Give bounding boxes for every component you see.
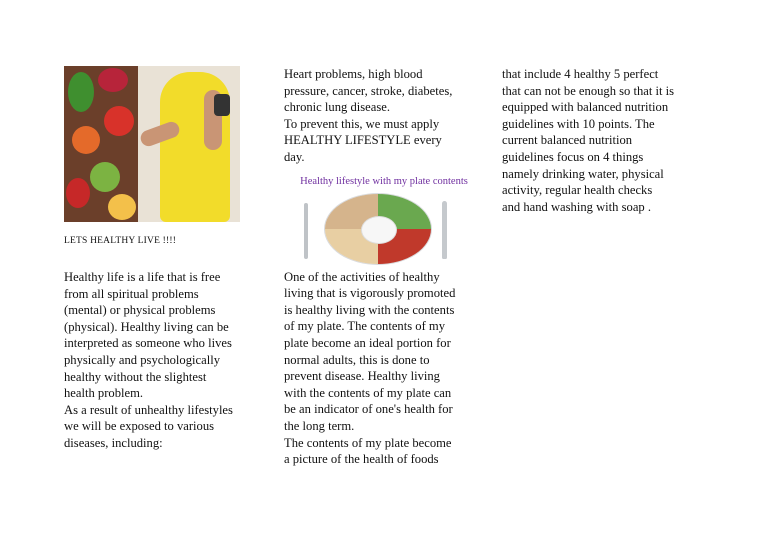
plate-icon: [324, 193, 432, 265]
armband-icon: [214, 94, 230, 116]
column-2: [284, 66, 484, 468]
column-1: [64, 66, 264, 452]
my-plate-image: [284, 191, 484, 263]
plate-caption: Healthy lifestyle with my plate contents: [300, 175, 468, 187]
my-plate-paragraph: One of the activities of healthy living that is vigorously promoted is healthy living with the contents of my plate. The contents of my plate become an ideal portion for normal adults, this is done to prevent disease. Healthy living with the contents of my plate can be an indicator of one's health for the long term. The contents of my plate become a picture of the health of foods: [284, 269, 456, 467]
knife-icon: [442, 201, 447, 259]
column-3: [502, 66, 712, 215]
diseases-paragraph: Heart problems, high blood pressure, cancer, stroke, diabetes, chronic lung disease. To prevent this, we must apply HEALTHY LIFESTYLE every day.: [284, 67, 453, 164]
fork-icon: [304, 203, 308, 259]
nutrition-paragraph: that include 4 healthy 5 perfect that can not be enough so that it is equipped with balanced nutrition guidelines with 10 points. The current balanced nutrition guidelines focus on 4 things namely drinking water, physical activity, regular health checks and hand washing with soap .: [502, 67, 675, 214]
intro-paragraph: Healthy life is a life that is free from all spiritual problems (mental) or physical problems (physical). Healthy living can be interpreted as someone who lives physically and psychologically healthy without the slightest health problem. As a result of unhealthy lifestyles we will be exposed to various diseases, including:: [64, 270, 233, 450]
vegetables-image: [64, 66, 138, 222]
runner-photo: [64, 66, 240, 222]
page-heading: LETS HEALTHY LIVE !!!!: [64, 236, 177, 246]
